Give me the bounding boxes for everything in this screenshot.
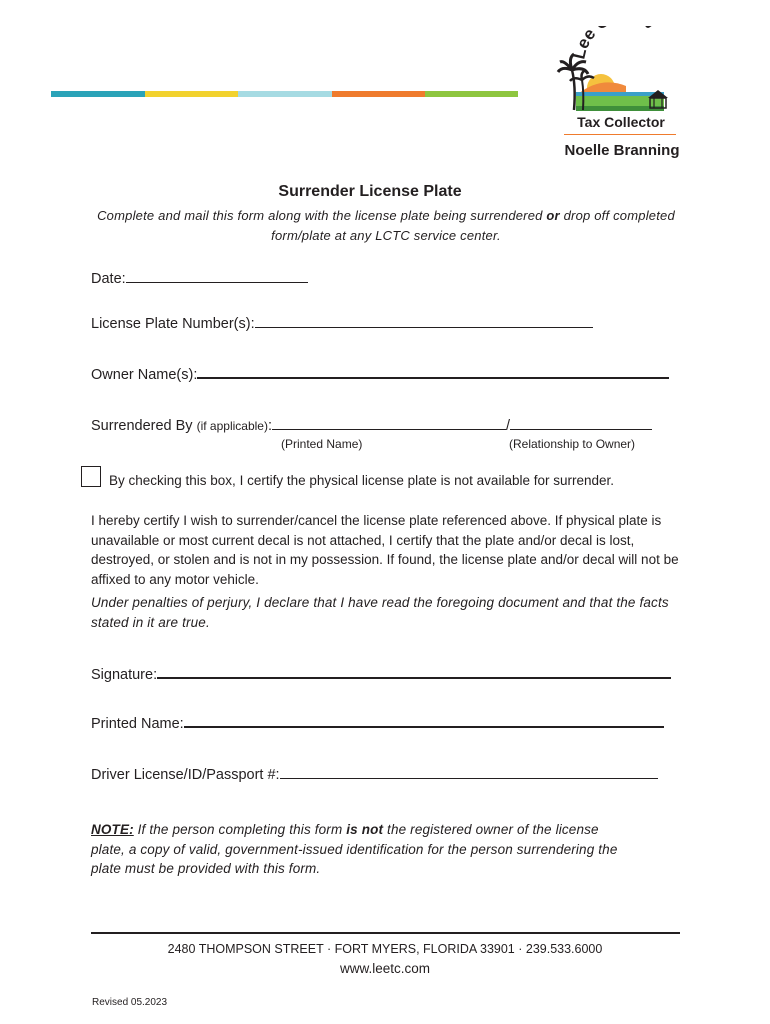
id-number-field bbox=[91, 764, 658, 783]
subtitle-text-2: drop off completed form/plate at any LCTC service center. bbox=[271, 208, 675, 243]
form-title: Surrender License Plate bbox=[278, 183, 462, 200]
owner-name-label: Owner Name(s): bbox=[91, 367, 198, 383]
stripe-green bbox=[425, 91, 518, 97]
date-label: Date: bbox=[91, 271, 126, 287]
signature-label: Signature: bbox=[91, 667, 158, 683]
surrendered-slash: / bbox=[506, 418, 511, 434]
signature-input-line[interactable] bbox=[157, 663, 671, 679]
svg-text:Lee County bbox=[569, 26, 662, 61]
stripe-lightblue bbox=[238, 91, 332, 97]
date-field bbox=[91, 268, 308, 287]
printed-name-field bbox=[91, 712, 664, 732]
footer-website[interactable]: www.leetc.com bbox=[339, 961, 431, 976]
relationship-input-line[interactable] bbox=[510, 415, 652, 430]
printed-name-label: Printed Name: bbox=[91, 716, 184, 732]
owner-name-input-line[interactable] bbox=[197, 363, 669, 379]
footer-divider bbox=[91, 932, 680, 934]
plate-unavailable-checkbox[interactable] bbox=[81, 466, 101, 487]
subtitle-text-1: Complete and mail this form along with the license plate being surrendered bbox=[97, 208, 547, 223]
certification-paragraph: I hereby certify I wish to surrender/cancel the license plate referenced above. If physical plate is unavailable or most current decal is not attached, I certify that the plate and/or decal is lost, destroyed, or stolen and is not in my possession. If found, the license plate and/or decal will not be affixed to any motor vehicle. bbox=[91, 513, 679, 587]
stripe-orange bbox=[332, 91, 425, 97]
signature-field bbox=[91, 663, 671, 683]
logo-org-name: Tax Collector bbox=[577, 114, 665, 130]
tax-collector-name: Noelle Branning bbox=[564, 142, 680, 159]
id-number-label: Driver License/ID/Passport #: bbox=[91, 767, 280, 783]
note-text-1: If the person completing this form bbox=[133, 822, 347, 837]
surrendered-by-colon: : bbox=[267, 418, 272, 434]
note-text-2: the registered owner of the license plate, a copy of valid, government-issued identification for the person surrendering the plate must be provided with this form. bbox=[91, 822, 618, 876]
plate-number-label: License Plate Number(s): bbox=[91, 316, 255, 332]
note-paragraph bbox=[91, 820, 636, 879]
date-input-line[interactable] bbox=[126, 268, 308, 283]
surrendered-by-field bbox=[91, 415, 652, 434]
plate-number-field bbox=[91, 313, 593, 332]
stripe-teal bbox=[51, 91, 145, 97]
form-subtitle bbox=[96, 206, 676, 246]
note-label: NOTE: bbox=[91, 822, 134, 837]
checkbox-label: By checking this box, I certify the physical license plate is not available for surrender. bbox=[109, 473, 615, 488]
revision-date: Revised 05.2023 bbox=[92, 997, 168, 1008]
footer-address: 2480 THOMPSON STREET · FORT MYERS, FLORIDA 33901 · 239.533.6000 bbox=[167, 942, 603, 956]
logo-arc-text: Lee bbox=[569, 26, 600, 61]
plate-number-input-line[interactable] bbox=[255, 313, 593, 328]
surrendered-by-label: Surrendered By bbox=[91, 418, 197, 434]
note-bold-is-not: is not bbox=[346, 822, 384, 837]
perjury-statement: Under penalties of perjury, I declare that I have read the foregoing document and that the facts stated in it are true. bbox=[91, 595, 669, 630]
stripe-yellow bbox=[145, 91, 238, 97]
printed-name-input-line[interactable] bbox=[184, 712, 664, 728]
lee-county-logo bbox=[556, 26, 686, 136]
surrendered-by-note: (if applicable) bbox=[196, 419, 268, 433]
owner-name-field bbox=[91, 363, 669, 383]
relationship-caption: (Relationship to Owner) bbox=[509, 437, 636, 451]
surrendered-name-input-line[interactable] bbox=[272, 415, 506, 430]
id-number-input-line[interactable] bbox=[280, 764, 658, 779]
subtitle-bold-or: or bbox=[546, 208, 560, 223]
printed-name-caption: (Printed Name) bbox=[281, 437, 363, 451]
logo-rule bbox=[564, 134, 676, 135]
